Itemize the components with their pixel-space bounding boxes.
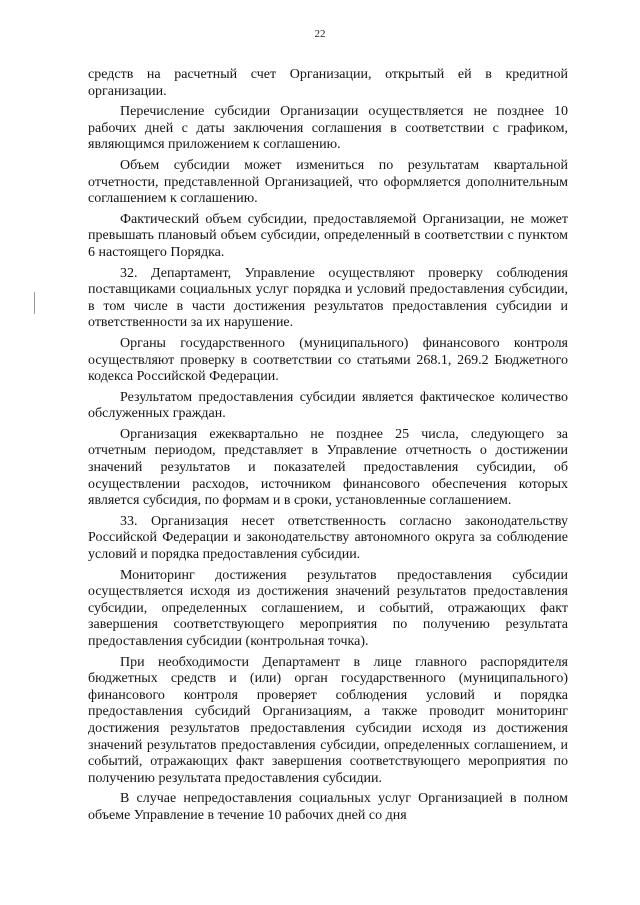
paragraph-continuation: средств на расчетный счет Организации, открытый ей в кредитной организации.	[88, 67, 568, 99]
document-body	[88, 67, 568, 829]
paragraph-actual-volume: Фактический объем субсидии, предоставляемой Организации, не может превышать плановый объем субсидии, определенный в соответствии с пунктом 6 настоящего Порядка.	[88, 211, 568, 260]
page-number: 22	[314, 28, 326, 40]
paragraph-non-provision: В случае непредоставления социальных услуг Организацией в полном объеме Управление в течение 10 рабочих дней со дня	[88, 791, 568, 823]
paragraph-financial-control: Органы государственного (муниципального) финансового контроля осуществляют проверку в соответствии со статьями 268.1, 269.2 Бюджетного кодекса Российской Федерации.	[88, 335, 568, 385]
paragraph-subsidy-volume-change: Объем субсидии может измениться по результатам квартальной отчетности, представленной Организацией, что оформляется дополнительным соглашением к соглашению.	[88, 157, 568, 207]
paragraph-result: Результатом предоставления субсидии является фактическое количество обслуженных граждан.	[88, 389, 568, 422]
paragraph-subsidy-transfer: Перечисление субсидии Организации осуществляется не позднее 10 рабочих дней с даты заключения соглашения в соответствии с графиком, являющимся приложением к соглашению.	[88, 104, 568, 153]
margin-mark	[34, 292, 35, 314]
paragraph-monitoring: Мониторинг достижения результатов предоставления субсидии осуществляется исходя из достижения значений результатов предоставления субсидии, определенных соглашением, и событий, отражающих факт завершения соответствующего мероприятия по получению результата предоставления субсидии (контрольная точка).	[88, 567, 568, 649]
paragraph-item-32: 32. Департамент, Управление осуществляют проверку соблюдения поставщиками социальных услуг порядка и условий предоставления субсидии, в том числе в части достижения результатов предоставления субсидии и ответственности за их нарушение.	[88, 265, 568, 331]
paragraph-reporting: Организация ежеквартально не позднее 25 числа, следующего за отчетным периодом, представляет в Управление отчетность о достижении значений результатов и показателей предоставления субсидии, об осуществлении расходов, источником финансового обеспечения которых является субсидия, по формам и в сроки, установленные соглашением.	[88, 426, 568, 509]
paragraph-item-33: 33. Организация несет ответственность согласно законодательству Российской Федерации и законодательству автономного округа за соблюдение условий и порядка предоставления субсидии.	[88, 513, 568, 563]
paragraph-department-checks: При необходимости Департамент в лице главного распорядителя бюджетных средств и (или) орган государственного (муниципального) финансового контроля проверяет соблюдения условий и порядка предоставления субсидий Организациям, а также проводит мониторинг достижения результатов предоставления субсидии исходя из достижения значений результатов предоставления субсидии, определенных соглашением, и событий, отражающих факт завершения соответствующего мероприятия по получению результата предоставления субсидии.	[88, 654, 568, 786]
